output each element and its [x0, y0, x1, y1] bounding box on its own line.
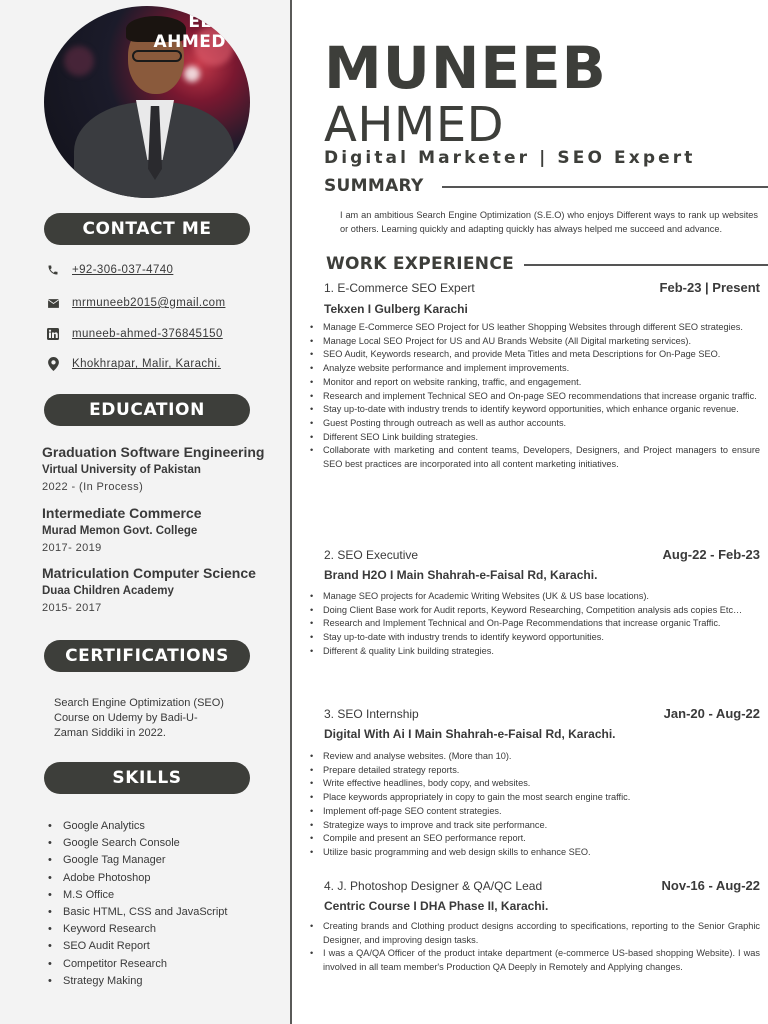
list-item: • Utilize basic programming and web design skills to enhance SEO. — [310, 846, 760, 860]
list-item: • SEO Audit, Keywords research, and provide Meta Titles and meta Descriptions for On-Page SEO. — [310, 348, 760, 362]
contact-linkedin[interactable] — [46, 325, 223, 343]
contact-location — [46, 355, 221, 373]
list-item: • Stay up-to-date with industry trends to identify keyword opportunities, which enhance organic revenue. — [310, 403, 760, 417]
phone-icon — [46, 263, 60, 277]
list-item: • Different & quality Link building strategies. — [310, 645, 760, 659]
list-item: • Implement off-page SEO content strategies. — [310, 805, 760, 819]
photo-overlay-text: EEB AHMED — [153, 12, 226, 52]
list-item: • Manage E-Commerce SEO Project for US leather Shopping Websites through different SEO strategies. — [310, 321, 760, 335]
job-company-2: Brand H2O I Main Shahrah-e-Faisal Rd, Karachi. — [324, 568, 598, 582]
job-dates-3: Jan-20 - Aug-22 — [663, 706, 760, 721]
job-role: Digital Marketer | SEO Expert — [324, 148, 696, 168]
education-degree-2: Intermediate Commerce — [42, 505, 202, 521]
list-item: • Different SEO Link building strategies. — [310, 431, 760, 445]
email-icon — [46, 296, 60, 310]
linkedin-icon — [46, 327, 60, 341]
education-degree-3: Matriculation Computer Science — [42, 565, 256, 581]
list-item: • Analyze website performance and implement improvements. — [310, 362, 760, 376]
work-heading: WORK EXPERIENCE — [326, 254, 515, 274]
work-divider — [524, 264, 768, 266]
job-company-1: Tekxen I Gulberg Karachi — [324, 302, 468, 316]
summary-heading: SUMMARY — [324, 176, 424, 196]
list-item: • Creating brands and Clothing product designs according to specifications, reporting to the Senior Graphic Designer, and improving design tasks. — [310, 920, 760, 947]
list-item: • Stay up-to-date with industry trends to identify keyword opportunities. — [310, 631, 760, 645]
list-item: • Write effective headlines, body copy, and websites. — [310, 777, 760, 791]
education-school-3: Duaa Children Academy — [42, 585, 174, 597]
list-item: • Manage Local SEO Project for US and AU Brands Website (All Digital marketing services). — [310, 335, 760, 349]
last-name: AHMED — [324, 97, 505, 153]
contact-heading: CONTACT ME — [44, 213, 250, 245]
list-item: • Manage SEO projects for Academic Writing Websites (UK & US base locations). — [310, 590, 760, 604]
email-link[interactable]: mrmuneeb2015@gmail.com — [72, 297, 226, 309]
job-bullets-2 — [310, 590, 760, 659]
list-item: • Doing Client Base work for Audit reports, Keyword Researching, Competition analysis ads copies Etc… — [310, 604, 760, 618]
skill-item: • M.S Office — [48, 887, 227, 904]
list-item: • Collaborate with marketing and content teams, Developers, Designers, and Project managers to ensure SEO best practices are incorporated into all content marketing initiatives. — [310, 444, 760, 471]
job-bullets-4 — [310, 920, 760, 975]
list-item: • Place keywords appropriately in copy to gain the most search engine traffic. — [310, 791, 760, 805]
certifications-heading: CERTIFICATIONS — [44, 640, 250, 672]
sidebar — [0, 0, 292, 1024]
job-company-3: Digital With Ai I Main Shahrah-e-Faisal Rd, Karachi. — [324, 727, 616, 741]
list-item: • Research and Implement Technical and On-Page Recommendations that increase organic Traffic. — [310, 617, 760, 631]
list-item: • Strategize ways to improve and track site performance. — [310, 819, 760, 833]
skill-item: • Strategy Making — [48, 973, 227, 990]
skill-item: • Google Analytics — [48, 818, 227, 835]
contact-phone[interactable] — [46, 261, 173, 279]
location-text: Khokhrapar, Malir, Karachi. — [72, 358, 221, 370]
list-item: • Prepare detailed strategy reports. — [310, 764, 760, 778]
education-year-1: 2022 - (In Process) — [42, 481, 144, 493]
list-item: • I was a QA/QA Officer of the product intake department (e-commerce US-based shopping Website). I was involved in all team member's Production QA Deeply in Remotely and Applying changes. — [310, 947, 760, 974]
job-dates-4: Nov-16 - Aug-22 — [661, 878, 760, 893]
skill-item: • Keyword Research — [48, 921, 227, 938]
job-title-2: 2. SEO Executive — [324, 548, 419, 562]
education-degree-1: Graduation Software Engineering — [42, 444, 265, 460]
education-year-3: 2015- 2017 — [42, 602, 102, 614]
list-item: • Monitor and report on website ranking, traffic, and engagement. — [310, 376, 760, 390]
location-icon — [46, 357, 60, 371]
linkedin-link[interactable]: muneeb-ahmed-376845150 — [72, 328, 223, 340]
skill-item: • SEO Audit Report — [48, 938, 227, 955]
education-heading: EDUCATION — [44, 394, 250, 426]
list-item: • Review and analyse websites. (More than 10). — [310, 750, 760, 764]
certification-text: Search Engine Optimization (SEO) Course on Udemy by Badi-U-Zaman Siddiki in 2022. — [54, 697, 224, 739]
job-title-3: 3. SEO Internship — [324, 707, 419, 721]
education-school-1: Virtual University of Pakistan — [42, 464, 201, 476]
job-bullets-1 — [310, 321, 760, 472]
first-name: MUNEEB — [324, 34, 607, 102]
list-item: • Guest Posting through outreach as well as author accounts. — [310, 417, 760, 431]
list-item: • Compile and present an SEO performance report. — [310, 832, 760, 846]
job-bullets-3 — [310, 750, 760, 860]
job-dates-2: Aug-22 - Feb-23 — [662, 547, 760, 562]
skills-list — [48, 818, 227, 990]
summary-text: I am an ambitious Search Engine Optimization (S.E.O) who enjoys Different ways to rank up websites or others. Learning quickly and adapting quickly has always helped me succeed and advance. — [340, 210, 758, 234]
job-title-4: 4. J. Photoshop Designer & QA/QC Lead — [324, 879, 543, 893]
education-school-2: Murad Memon Govt. College — [42, 525, 198, 537]
list-item: • Research and implement Technical SEO and On-page SEO recommendations that increase organic traffic. — [310, 390, 760, 404]
job-dates-1: Feb-23 | Present — [659, 280, 760, 295]
contact-email[interactable] — [46, 294, 225, 312]
phone-link[interactable]: +92-306-037-4740 — [72, 264, 174, 276]
skill-item: • Adobe Photoshop — [48, 870, 227, 887]
summary-divider — [442, 186, 768, 188]
skill-item: • Competitor Research — [48, 956, 227, 973]
education-year-2: 2017- 2019 — [42, 542, 102, 554]
skill-item: • Basic HTML, CSS and JavaScript — [48, 904, 227, 921]
job-company-4: Centric Course I DHA Phase II, Karachi. — [324, 899, 549, 913]
profile-photo — [44, 6, 250, 198]
skill-item: • Google Search Console — [48, 835, 227, 852]
job-title-1: 1. E-Commerce SEO Expert — [324, 281, 475, 295]
main-content — [294, 0, 768, 1024]
skills-heading: SKILLS — [44, 762, 250, 794]
skill-item: • Google Tag Manager — [48, 852, 227, 869]
